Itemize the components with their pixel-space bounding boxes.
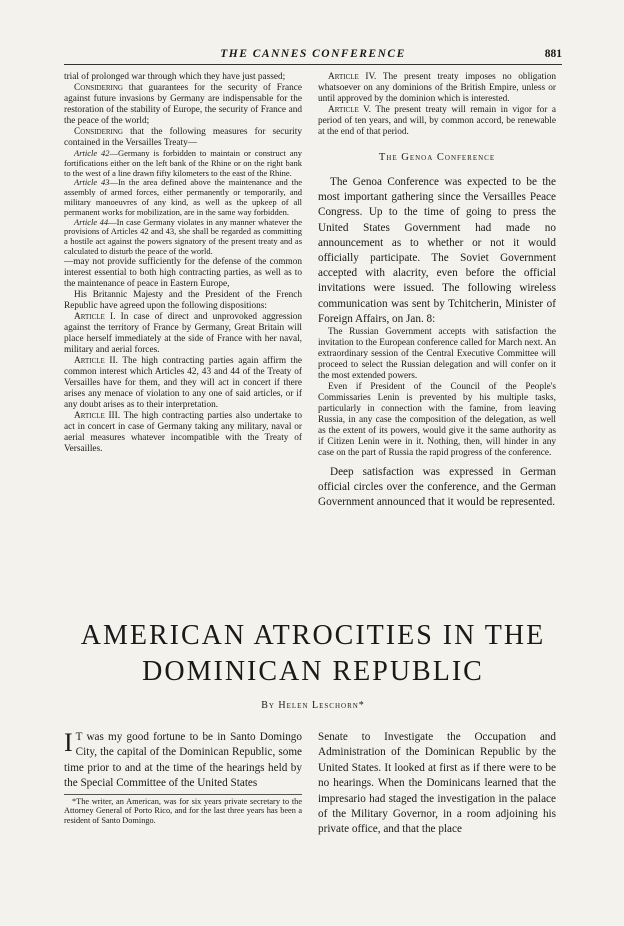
article-text: The high contracting parties also undertake to act in concert in case of Germany taking any military, naval or aerial measures whatever incompatible with the Treaty of Versailles. xyxy=(64,410,302,454)
article-text: —In the area defined above the maintenance and the assembly of armed forces, either permanently or temporarily, and military manoeuvres of any kind, as well as the upkeep of all permanent works for mobilization, are in the same way forbidden. xyxy=(64,177,302,217)
article-text: —Germany is forbidden to maintain or construct any fortifications either on the left bank of the Rhine or on the right bank to the west of a line drawn fifty kilometers to the east of the Rhine. xyxy=(64,148,302,178)
article-title xyxy=(60,618,566,690)
article-label: Article 44 xyxy=(74,216,109,227)
drop-cap: I xyxy=(64,728,73,757)
article-paragraph xyxy=(64,730,302,792)
treaty-article-5 xyxy=(318,105,556,138)
paragraph: The Genoa Conference was expected to be the most important gathering since the Versailles Peace Congress. Up to the time of going to press the United States Government had made no announcement as to whether or not it would officially participate. The Soviet Government accepted with alacrity, even before the official invitations were issued. The following wireless communication was sent by Tchitcherin, Minister of Foreign Affairs, on Jan. 8: xyxy=(318,176,556,325)
article-right-column xyxy=(318,730,556,838)
article-label: Article 43 xyxy=(74,177,110,188)
paragraph xyxy=(64,127,302,149)
paragraph: Deep satisfaction was expressed in German official circles over the conference, and the German Government announced that it would be represented. xyxy=(318,466,556,509)
article-text: The present treaty will remain in vigor for a period of ten years, and will, by common accord, be renewable at the end of that period. xyxy=(318,105,556,137)
paragraph: trial of prolonged war through which they have just passed; xyxy=(64,72,286,82)
article-text: The high contracting parties again affirm the common interest which Articles 42, 43 and 44 of the Treaty of Versailles have for them, and they will act in concert if there arises any menace of violation to any one of said articles, or if any doubt arises as to their interpretation. xyxy=(64,355,302,410)
article-label: Article II. xyxy=(74,355,118,366)
article-text: The present treaty imposes no obligation whatsoever on any dominions of the British Empire, unless or until approved by the dominion which is interested. xyxy=(318,72,556,104)
footnote: *The writer, an American, was for six years private secretary to the Attorney General of Porto Rico, and for the last three years has been a resident of Santo Domingo. xyxy=(64,796,302,825)
running-head: THE CANNES CONFERENCE xyxy=(220,48,406,60)
section-heading: The Genoa Conference xyxy=(378,152,496,163)
lead-word: Considering xyxy=(74,83,123,93)
article-44 xyxy=(64,218,302,257)
quoted-paragraph: The Russian Government accepts with satisfaction the invitation to the European conference called for March next. An extraordinary session of the Central Executive Committee will proceed to select the Russian delegation and will confer on it the most extended powers. xyxy=(318,327,557,382)
article-label: Article V. xyxy=(328,105,371,115)
title-line-2: DOMINICAN REPUBLIC xyxy=(142,656,484,687)
treaty-article-4 xyxy=(318,72,556,105)
treaty-article-1 xyxy=(64,312,302,356)
paragraph-text: that the following measures for security contained in the Versailles Treaty— xyxy=(64,127,302,148)
paragraph-text: that guarantees for the security of France against future invasions by Germany are indispensable for the restoration of the stability of Europe, the security of France and the peace of the world; xyxy=(64,83,302,126)
byline: By Helen Leschorn* xyxy=(261,700,365,711)
article-label: Article 42 xyxy=(74,148,110,158)
lead-word: Considering xyxy=(74,127,123,137)
article-label: Article IV. xyxy=(328,72,377,82)
article-label: Article III. xyxy=(74,410,121,421)
paragraph: —may not provide sufficiently for the defense of the common interest essential to both high contracting parties, as well as to the maintenance of peace in Eastern Europe, xyxy=(64,256,302,289)
article-paragraph: Senate to Investigate the Occupation and Administration of the Dominican Republic by the United States. It looked at first as if there were to be no hearings. When the Dominicans learned that the impresario had staged the investigation in the palace of the Military Governor, in a room adjoining his private office, and that the place xyxy=(318,731,556,836)
article-label: Article I. xyxy=(74,311,116,322)
article-42 xyxy=(64,149,302,178)
left-column xyxy=(64,72,302,455)
page-header xyxy=(64,48,562,65)
title-line-1: AMERICAN ATROCITIES IN THE xyxy=(80,620,546,651)
treaty-article-3 xyxy=(64,411,302,455)
article-text: —In case Germany violates in any manner whatever the provisions of Articles 42 and 43, she shall be regarded as committing a hostile act against the powers signatory of the present treaty and as calculated to disturb the peace of the world. xyxy=(64,216,302,256)
right-column xyxy=(318,72,556,511)
quoted-paragraph: Even if President of the Council of the People's Commissaries Lenin is prevented by his multiple tasks, particularly in connection with the famine, from leaving Russia, in any case the composition of the delegation, as well as the extent of its powers, would give it the same authority as if Citizen Lenin were in it. Nothing, then, will hinder in any case on the part of Russia the rapid progress of the conference. xyxy=(318,382,556,459)
article-left-column xyxy=(64,730,302,825)
footnote-divider xyxy=(64,794,302,795)
article-43 xyxy=(64,178,302,217)
article-text: T was my good fortune to be in Santo Domingo City, the capital of the Dominican Republic, some time prior to and at the time of the hearings held by the Special Committee of the United States xyxy=(64,731,302,790)
paragraph: His Britannic Majesty and the President of the French Republic have agreed upon the following dispositions: xyxy=(64,289,302,311)
article-text: In case of direct and unprovoked aggression against the territory of France by Germany, Great Britain will place herself immediately at the side of France with her naval, military and aerial forces. xyxy=(64,311,302,355)
treaty-article-2 xyxy=(64,356,302,411)
page-number: 881 xyxy=(544,48,562,60)
paragraph xyxy=(64,83,302,127)
